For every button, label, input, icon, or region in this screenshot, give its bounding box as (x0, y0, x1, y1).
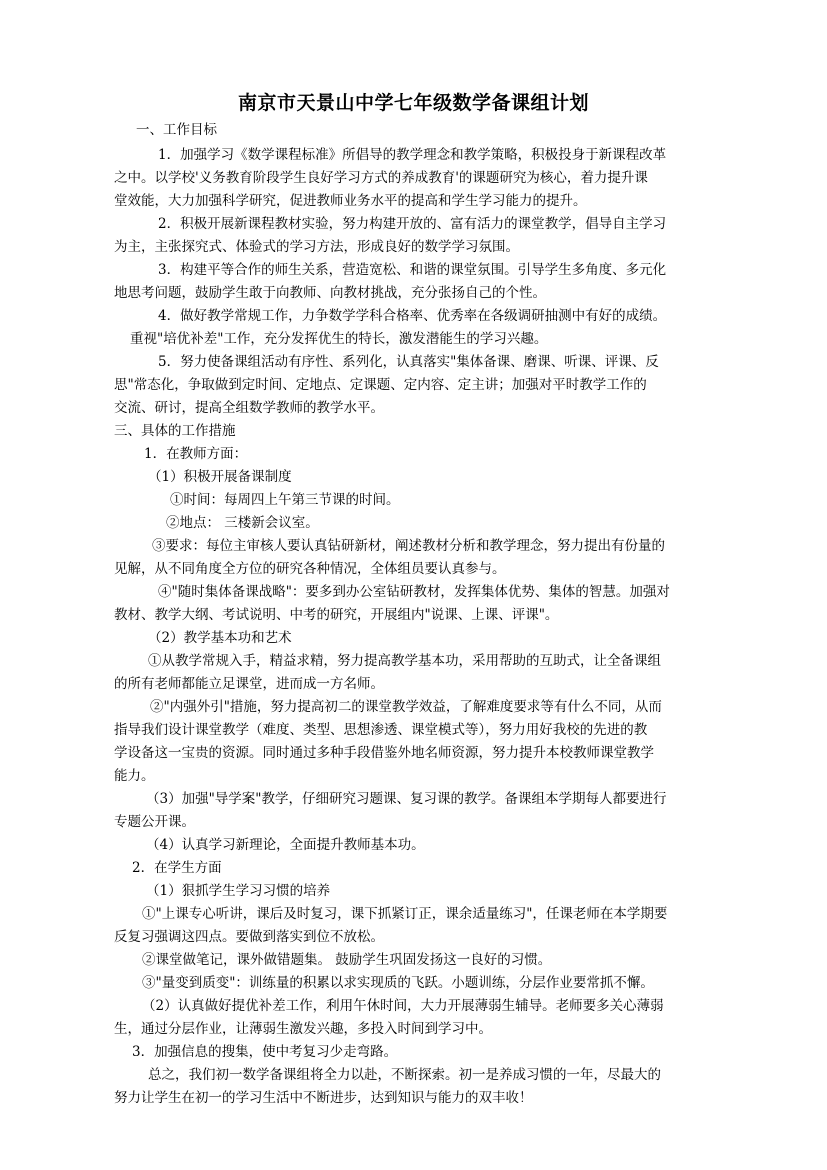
paragraph-line: 反复习强调这四点。要做到落实到位不放松。 (114, 929, 384, 945)
conclusion-line: 努力让学生在初一的学习生活中不断进步，达到知识与能力的双丰收！ (114, 1090, 533, 1106)
heading-measures: 三、具体的工作措施 (114, 423, 236, 439)
paragraph-line: 为主，主张探究式、体验式的学习方法，形成良好的数学学习氛围。 (114, 239, 519, 255)
list-item: ①时间：每周四上午第三节课的时间。 (170, 492, 400, 508)
list-item: ③"量变到质变"：训练量的积累以求实现质的飞跃。小题训练，分层作业要常抓不懈。 (142, 975, 654, 991)
paragraph-line: 堂效能，大力加强科学研究，促进教师业务水平的提高和学生学习能力的提升。 (114, 193, 587, 209)
paragraph-line: 学设备这一宝贵的资源。同时通过多种手段借鉴外地名师资源，努力提升本校教师课堂教学 (114, 745, 654, 761)
conclusion-line: 总之，我们初一数学备课组将全力以赴，不断探索。初一是养成习惯的一年，尽最大的 (148, 1067, 661, 1083)
paragraph-line: 1．加强学习《数学课程标准》所倡导的教学理念和教学策略，积极投身于新课程改革 (158, 147, 667, 163)
list-item: ①从教学常规入手，精益求精，努力提高教学基本功，采用帮助的互助式，让全备课组 (148, 653, 661, 669)
list-item: （3）加强"导学案"教学，仔细研究习题课、复习课的教学。备课组本学期每人都要进行 (146, 791, 667, 807)
list-item: ③要求：每位主审核人要认真钻研新材，阐述教材分析和教学理念，努力提出有份量的 (152, 538, 665, 554)
paragraph-line: 能力。 (114, 768, 155, 784)
paragraph-line: 3．构建平等合作的师生关系，营造宽松、和谐的课堂氛围。引导学生多角度、多元化 (158, 262, 667, 278)
paragraph-line: 重视"培优补差"工作，充分发挥优生的特长，激发潜能生的学习兴趣。 (130, 331, 548, 347)
list-item: ②地点： 三楼新会议室。 (166, 515, 319, 531)
paragraph-line: 指导我们设计课堂教学（难度、类型、思想渗透、课堂模式等），努力用好我校的先进的教 (114, 722, 648, 738)
paragraph-line: 见解，从不同角度全方位的研究各种情况，全体组员要认真参与。 (114, 561, 506, 577)
list-item: （4）认真学习新理论，全面提升教师基本功。 (146, 837, 425, 853)
paragraph-line: 思"常态化，争取做到定时间、定地点、定课题、定内容、定主讲；加强对平时教学工作的 (114, 377, 647, 393)
subheading-information: 3．加强信息的搜集，使中考复习少走弯路。 (132, 1044, 398, 1060)
list-item: （2）认真做好提优补差工作，利用午休时间，大力开展薄弱生辅导。老师要多关心薄弱 (142, 998, 664, 1014)
paragraph-line: 2．积极开展新课程教材实验，努力构建开放的、富有活力的课堂教学，倡导自主学习 (158, 216, 667, 232)
paragraph-line: 教材、教学大纲、考试说明、中考的研究，开展组内"说课、上课、评课"。 (114, 607, 559, 623)
document-title: 南京市天景山中学七年级数学备课组计划 (237, 92, 589, 114)
list-item: ②"内强外引"措施，努力提高初二的课堂教学效益，了解难度要求等有什么不同，从而 (150, 699, 662, 715)
paragraph-line: 生，通过分层作业，让薄弱生激发兴趣，多投入时间到学习中。 (114, 1021, 492, 1037)
subheading-students: 2．在学生方面 (132, 860, 222, 876)
subheading-teaching-skills: （2）教学基本功和艺术 (148, 630, 292, 646)
paragraph-line: 5．努力使备课组活动有序性、系列化，认真落实"集体备课、磨课、听课、评课、反 (158, 354, 659, 370)
paragraph-line: 之中。以学校'义务教育阶段学生良好学习方式的养成教育'的课题研究为核心，着力提升课 (114, 170, 648, 186)
paragraph-line: 专题公开课。 (114, 814, 195, 830)
paragraph-line: 4．做好教学常规工作，力争数学学科合格率、优秀率在各级调研抽测中有好的成绩。 (158, 308, 667, 324)
heading-work-goals: 一、工作目标 (136, 122, 217, 138)
list-item: ①"上课专心听讲，课后及时复习，课下抓紧订正，课余适量练习"，任课老师在本学期要 (142, 906, 668, 922)
paragraph-line: 地思考问题，鼓励学生敢于向教师、向教材挑战，充分张扬自己的个性。 (114, 285, 546, 301)
list-item: ②课堂做笔记，课外做错题集。 鼓励学生巩固发扬这一良好的习惯。 (142, 952, 552, 968)
subheading-study-habits: （1）狠抓学生学习习惯的培养 (146, 883, 331, 899)
subheading-teachers: 1．在教师方面： (144, 446, 248, 462)
paragraph-line: 的所有老师都能立足课堂，进而成一方名师。 (114, 676, 384, 692)
list-item: ④"随时集体备课战略"：要多到办公室钻研教材，发挥集体优势、集体的智慧。加强对 (158, 584, 670, 600)
paragraph-line: 交流、研讨，提高全组数学教师的教学水平。 (114, 400, 384, 416)
subheading-prep-system: （1）积极开展备课制度 (148, 469, 292, 485)
